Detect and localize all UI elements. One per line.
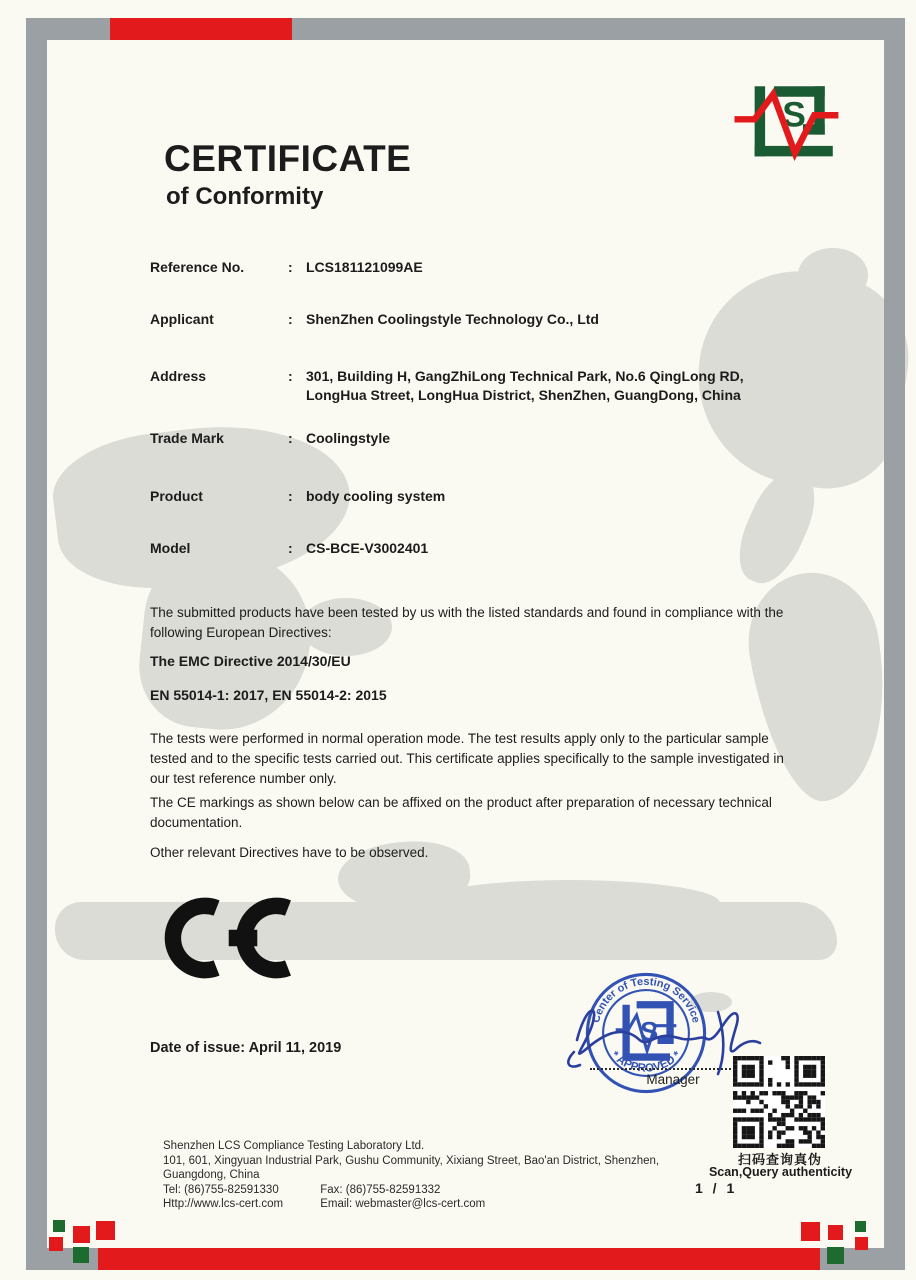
paragraph-ce-note: The CE markings as shown below can be affixed on the product after preparation of necessary technical documentation. xyxy=(150,795,772,830)
paragraph-standards: EN 55014-1: 2017, EN 55014-2: 2015 xyxy=(150,687,387,703)
field-row-reference-no xyxy=(150,258,830,277)
field-row-applicant xyxy=(150,310,830,329)
paragraph-other-directives: Other relevant Directives have to be observed. xyxy=(150,845,429,860)
paragraph-tests: The tests were performed in normal operation mode. The test results apply only to the particular sample tested and to the specific tests carried out. This certificate applies specifically to the sample investigated in our test reference number only. xyxy=(150,731,784,786)
field-row-address xyxy=(150,367,830,405)
field-label: Trade Mark xyxy=(150,430,224,446)
field-value: Coolingstyle xyxy=(306,430,391,446)
field-row-product xyxy=(150,487,830,506)
field-label: Applicant xyxy=(150,311,214,327)
field-label: Reference No. xyxy=(150,259,245,275)
certificate-fields xyxy=(150,258,830,558)
footer-web-email-row xyxy=(163,1197,703,1212)
field-colon: : xyxy=(288,311,293,327)
date-of-issue: Date of issue: April 11, 2019 xyxy=(150,1040,342,1056)
ce-mark-c xyxy=(173,906,217,970)
field-colon: : xyxy=(288,259,293,275)
certificate-title: CERTIFICATE xyxy=(164,138,412,179)
decor-square xyxy=(73,1247,89,1263)
field-value: body cooling system xyxy=(306,488,446,504)
field-label: Model xyxy=(150,540,191,556)
qr-caption-en: Scan,Query authenticity xyxy=(708,1165,853,1179)
decor-square xyxy=(73,1226,90,1243)
field-value: CS-BCE-V3002401 xyxy=(306,540,429,556)
decor-square xyxy=(855,1221,866,1232)
certificate-subtitle: of Conformity xyxy=(166,183,324,210)
paragraph-intro: The submitted products have been tested by us with the listed standards and found in compliance with the following European Directives: xyxy=(150,605,784,640)
field-row-model xyxy=(150,539,830,558)
frame-right xyxy=(884,18,905,1270)
stamp-center-monogram: S xyxy=(640,1015,659,1047)
frame-left xyxy=(26,18,47,1270)
qr-code xyxy=(733,1056,825,1148)
footer-tel: Tel: (86)755-82591330 xyxy=(163,1183,279,1196)
footer-address-line1: 101, 601, Xingyuan Industrial Park, Gushu Community, Xixiang Street, Bao'an District, Shenzhen, xyxy=(163,1154,660,1167)
map-antarctica-2 xyxy=(420,880,720,926)
decor-square xyxy=(827,1247,844,1264)
decor-square xyxy=(828,1225,843,1240)
field-row-trade-mark xyxy=(150,429,830,448)
footer-email: Email: webmaster@lcs-cert.com xyxy=(320,1198,486,1211)
stamp-arc-bottom-textpath: * APPROVED * xyxy=(608,1049,684,1075)
field-colon: : xyxy=(288,368,293,384)
footer-fax: Fax: (86)755-82591332 xyxy=(320,1183,441,1196)
footer-block xyxy=(163,1139,703,1212)
lcs-logo xyxy=(720,70,865,167)
signatory-role: Manager xyxy=(646,1072,700,1087)
frame-bottom-red-segment xyxy=(98,1248,820,1270)
field-label: Product xyxy=(150,488,203,504)
field-colon: : xyxy=(288,488,293,504)
lcs-logo-monogram: S xyxy=(782,94,806,135)
decor-square xyxy=(96,1221,115,1240)
footer-website: Http://www.lcs-cert.com xyxy=(163,1198,284,1211)
footer-company: Shenzhen LCS Compliance Testing Laboratory Ltd. xyxy=(163,1140,425,1152)
field-colon: : xyxy=(288,540,293,556)
frame-top-red-segment xyxy=(110,18,292,40)
page-number: 1 / 1 xyxy=(695,1180,738,1196)
footer-address-line2: Guangdong, China xyxy=(163,1169,260,1182)
field-value: ShenZhen Coolingstyle Technology Co., Ltd xyxy=(306,311,599,327)
field-colon: : xyxy=(288,430,293,446)
field-value: 301, Building H, GangZhiLong Technical Park, No.6 QingLong RD, LongHua Street, LongHua District, ShenZhen, GuangDong, China xyxy=(306,368,744,403)
decor-square xyxy=(53,1220,65,1232)
paragraph-emc-directive: The EMC Directive 2014/30/EU xyxy=(150,653,351,669)
decor-square xyxy=(49,1237,63,1251)
qr-caption-cn: 扫码查询真伪 xyxy=(737,1152,822,1167)
decor-square xyxy=(855,1237,868,1250)
field-value: LCS181121099AE xyxy=(306,259,423,275)
stamp-arc-top-textpath: Center of Testing Service xyxy=(590,975,702,1025)
footer-tel-fax-row xyxy=(163,1183,703,1198)
decor-square xyxy=(801,1222,820,1241)
field-label: Address xyxy=(150,368,207,384)
ce-mark xyxy=(148,884,298,992)
